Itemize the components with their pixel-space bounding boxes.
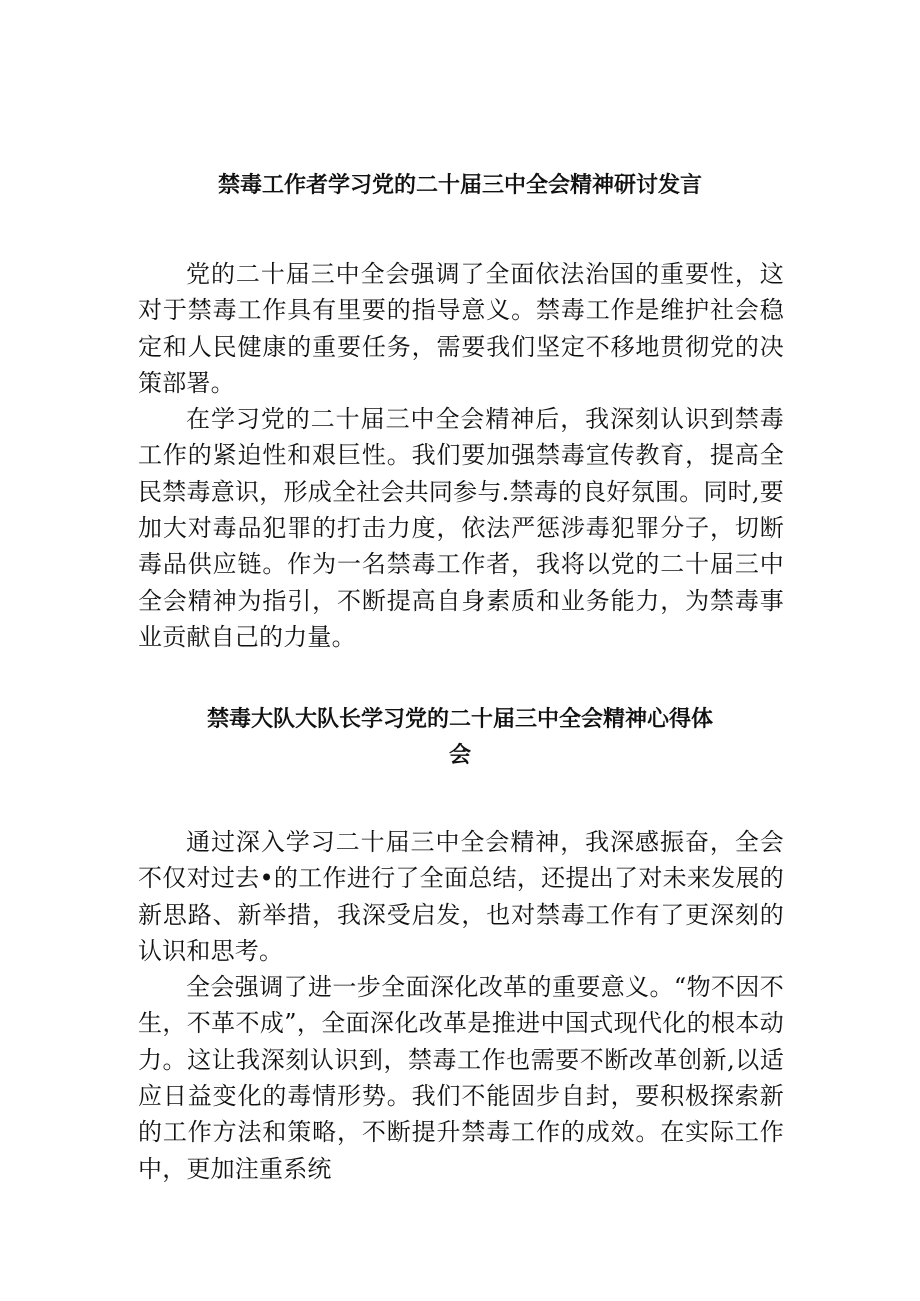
section-2-body <box>138 824 784 1187</box>
section-1-title: 禁毒工作者学习党的二十届三中全会精神研讨发言 <box>217 173 702 198</box>
section-2-title-line-1: 禁毒大队大队长学习党的二十届三中全会精神心得体 <box>206 707 713 732</box>
section-2-title-line-2: 会 <box>448 743 471 768</box>
section-1-paragraph-2: 在学习党的二十届三中全会精神后，我深刻认识到禁毒工作的紧迫性和艰巨性。我们要加强禁毒宣传教育，提高全民禁毒意识，形成全社会共同参与.禁毒的良好氛围。同时,要加大对毒品犯罪的打击力度，依法严惩涉毒犯罪分子，切断毒品供应链。作为一名禁毒工作者，我将以党的二十届三中全会精神为指引，不断提高自身素质和业务能力，为禁毒事业贡献自己的力量。 <box>138 405 784 651</box>
section-2-paragraph-1: 通过深入学习二十届三中全会精神，我深感振奋，全会不仅对过去•的工作进行了全面总结，还提出了对未来发展的新思路、新举措，我深受启发，也对禁毒工作有了更深刻的认识和思考。 <box>138 828 784 965</box>
section-2-paragraph-2: 全会强调了进一步全面深化改革的重要意义。“物不因不生，不革不成”，全面深化改革是推进中国式现代化的根本动力。这让我深刻认识到，禁毒工作也需要不断改革创新,以适应日益变化的毒情形势。我们不能固步自封，要积极探索新的工作方法和策略，不断提升禁毒工作的成效。在实际工作中，更加注重系统 <box>138 973 784 1183</box>
section-1-body <box>138 256 784 655</box>
section-1-paragraph-1: 党的二十届三中全会强调了全面依法治国的重要性，这对于禁毒工作具有里要的指导意义。禁毒工作是维护社会稳定和人民健康的重要任务，需要我们坚定不移地贯彻党的决策部署。 <box>138 260 784 397</box>
section-2-title <box>140 702 780 774</box>
